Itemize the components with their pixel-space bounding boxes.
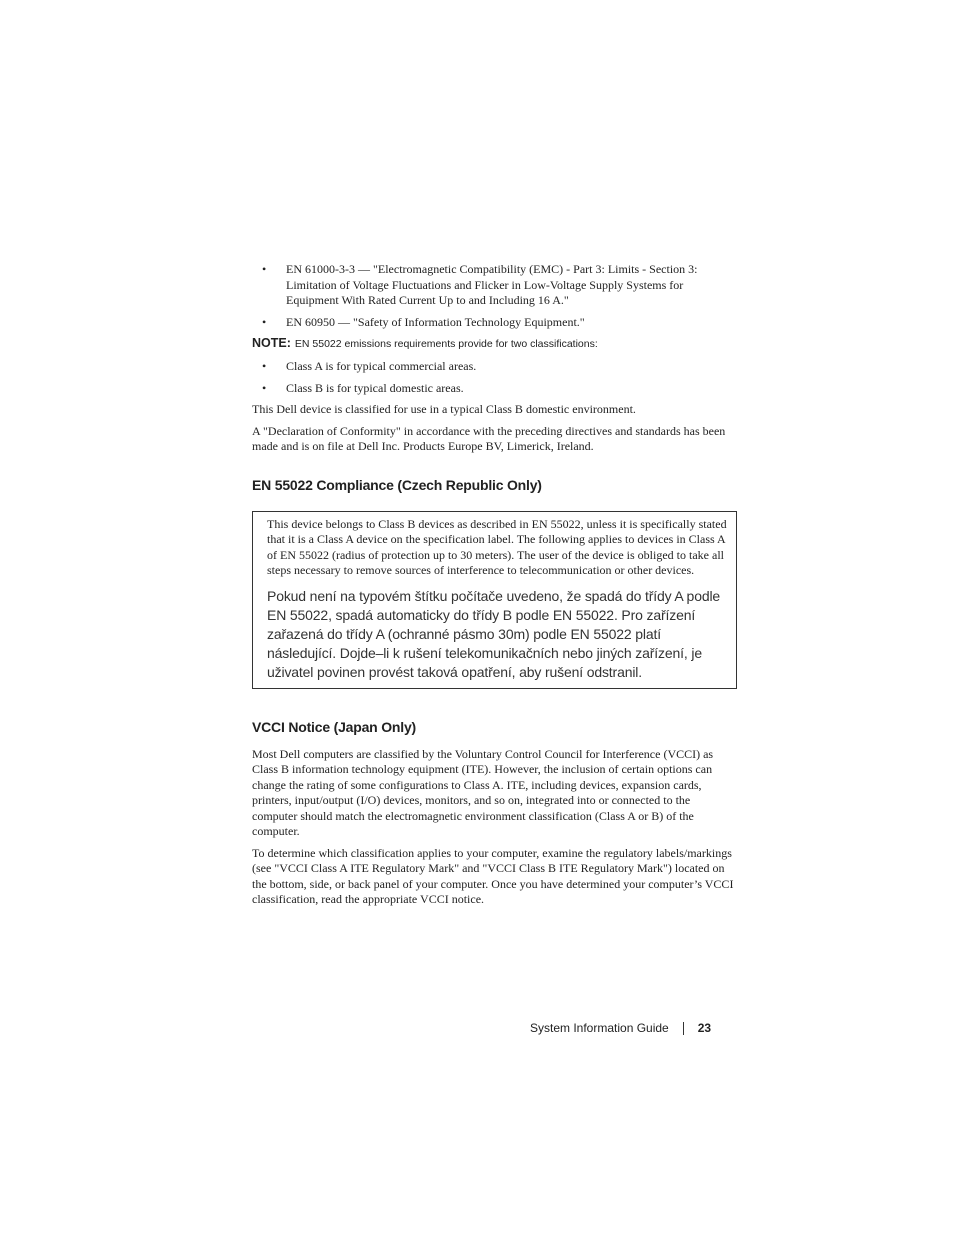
list-item: • EN 60950 — "Safety of Information Technology Equipment." bbox=[262, 314, 585, 329]
czech-notice-czech: Pokud není na typovém štítku počítače uvedeno, že spadá do třídy A podle EN 55022, spadá automaticky do třídy B podle EN 55022. Pro zařízení zařazená do třídy A (ochranné pásmo 30m) podle EN 55022 platí následující. Dojde–li k rušení telekomunikačních nebo jiných zařízení, je uživatel povinen provést taková opatření, aby rušení odstranil. bbox=[267, 587, 721, 680]
page-footer bbox=[530, 1021, 711, 1035]
footer-title: System Information Guide bbox=[530, 1021, 669, 1035]
page-content bbox=[252, 262, 736, 914]
list-item: • EN 61000-3-3 — "Electromagnetic Compatibility (EMC) - Part 3: Limits - Section 3: Limitation of Voltage Fluctuations and Flicker in Low-Voltage Supply Systems for Equipment With Rated Current Up to and Including 16 A." bbox=[262, 262, 698, 307]
note-text: EN 55022 emissions requirements provide for two classifications: bbox=[294, 338, 598, 350]
list-item: • Class A is for typical commercial areas. bbox=[262, 359, 477, 373]
czech-notice-english: This device belongs to Class B devices as described in EN 55022, unless it is specifically stated that it is a Class A device on the specification label. The following applies to devices in Class A of EN 55022 (radius of protection up to 30 meters). The user of the device is obliged to take all steps necessary to remove sources of interference to telecommunication or other devices. bbox=[267, 516, 727, 577]
section-heading-vcci: VCCI Notice (Japan Only) bbox=[252, 718, 417, 735]
czech-notice-box bbox=[252, 511, 737, 689]
list-item: • Class B is for typical domestic areas. bbox=[262, 380, 464, 395]
section-heading-czech: EN 55022 Compliance (Czech Republic Only) bbox=[252, 476, 542, 493]
classes-list bbox=[252, 359, 736, 396]
note bbox=[252, 336, 736, 352]
paragraph: To determine which classification applies to your computer, examine the regulatory labels/markings (see "VCCI Class A ITE Regulatory Mark" and "VCCI Class B ITE Regulatory Mark") located on the bottom, side, or back panel of your computer. Once you have determined your computer’s VCCI classification, read the appropriate VCCI notice. bbox=[252, 845, 734, 906]
footer-divider bbox=[683, 1022, 684, 1035]
paragraph: This Dell device is classified for use in a typical Class B domestic environment. bbox=[252, 402, 636, 416]
standards-list bbox=[252, 262, 736, 330]
paragraph: Most Dell computers are classified by the Voluntary Control Council for Interference (VCCI) as Class B information technology equipment (ITE). However, the inclusion of certain options can change the rating of some configurations to Class A. ITE, including devices, expansion cards, printers, input/output (I/O) devices, monitors, and so on, integrated into or connected to the computer should match the electromagnetic environment classification (Class A or B) of the computer. bbox=[252, 746, 714, 838]
paragraph: A "Declaration of Conformity" in accordance with the preceding directives and standards has been made and is on file at Dell Inc. Products Europe BV, Limerick, Ireland. bbox=[252, 423, 726, 453]
note-label: NOTE: bbox=[252, 336, 291, 350]
page-number: 23 bbox=[697, 1021, 712, 1035]
